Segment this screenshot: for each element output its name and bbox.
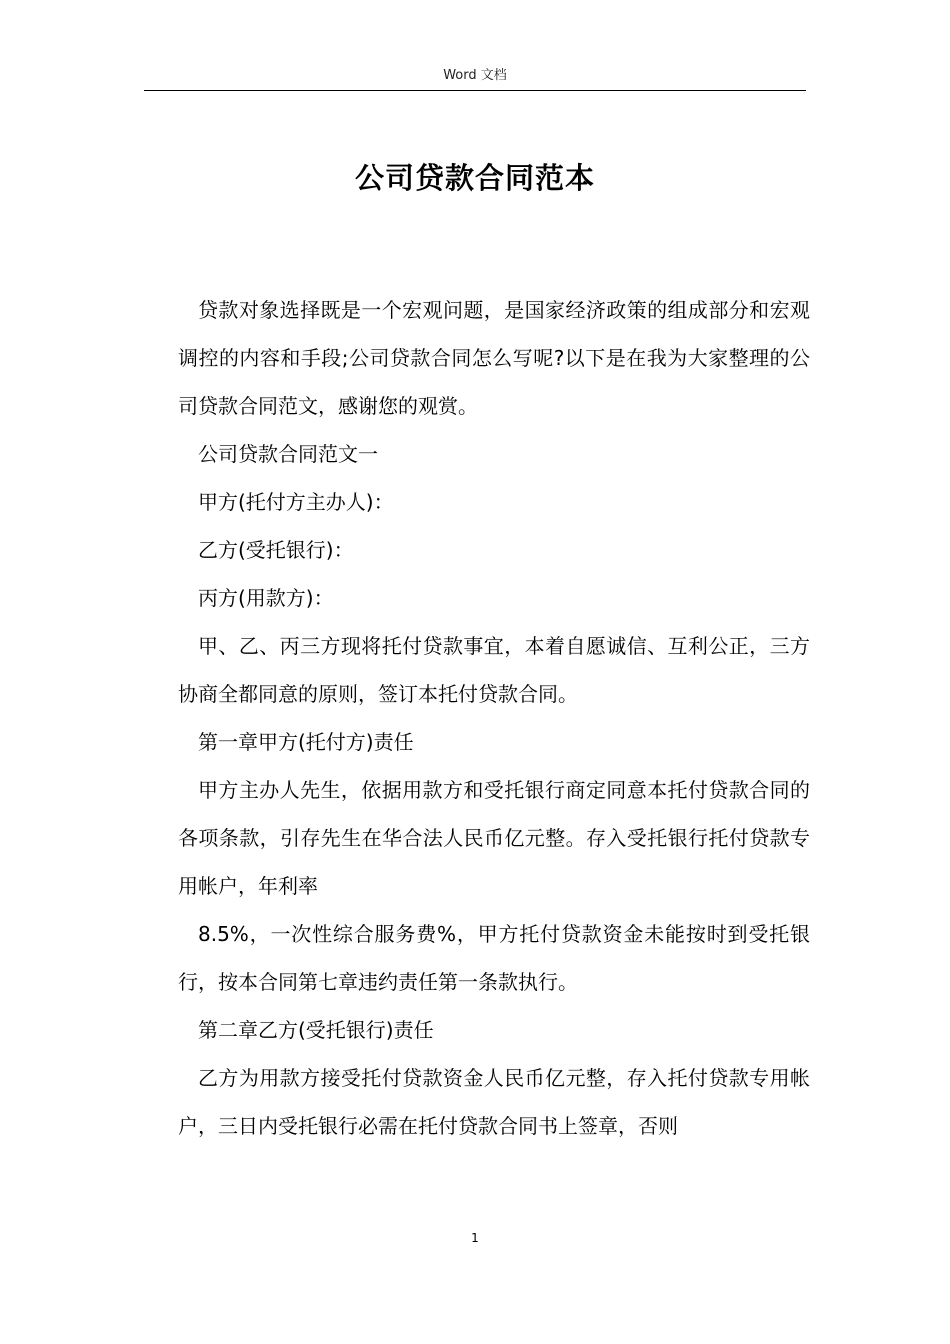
page-number: 1 bbox=[471, 1231, 479, 1245]
paragraph-party-c: 丙方(用款方)： bbox=[198, 586, 334, 610]
paragraph-agreement: 甲、乙、丙三方现将托付贷款事宜，本着自愿诚信、互利公正，三方协商全都同意的原则，签订本托付贷款合同。 bbox=[178, 634, 810, 706]
paragraph-chapter-two: 第二章乙方(受托银行)责任 bbox=[198, 1018, 434, 1042]
header-text: Word 文档 bbox=[443, 68, 507, 83]
paragraph-chapter-one: 第一章甲方(托付方)责任 bbox=[198, 730, 414, 754]
page-header bbox=[144, 62, 806, 91]
paragraph-section-heading: 公司贷款合同范文一 bbox=[198, 442, 378, 466]
paragraph-party-a: 甲方(托付方主办人)： bbox=[198, 490, 394, 514]
document-body bbox=[178, 286, 810, 1150]
paragraph-rate-terms: 8.5%，一次性综合服务费%，甲方托付贷款资金未能按时到受托银行，按本合同第七章违约责任第一条款执行。 bbox=[178, 922, 810, 994]
paragraph-intro: 贷款对象选择既是一个宏观问题，是国家经济政策的组成部分和宏观调控的内容和手段;公司贷款合同怎么写呢?以下是在我为大家整理的公司贷款合同范文，感谢您的观赏。 bbox=[178, 298, 810, 418]
document-title: 公司贷款合同范本 bbox=[354, 161, 595, 195]
paragraph-party-b: 乙方(受托银行)： bbox=[198, 538, 354, 562]
paragraph-chapter-two-body: 乙方为用款方接受托付贷款资金人民币亿元整，存入托付贷款专用帐户，三日内受托银行必需在托付贷款合同书上签章，否则 bbox=[178, 1066, 810, 1138]
paragraph-chapter-one-body: 甲方主办人先生，依据用款方和受托银行商定同意本托付贷款合同的各项条款，引存先生在华合法人民币亿元整。存入受托银行托付贷款专用帐户，年利率 bbox=[178, 778, 810, 898]
